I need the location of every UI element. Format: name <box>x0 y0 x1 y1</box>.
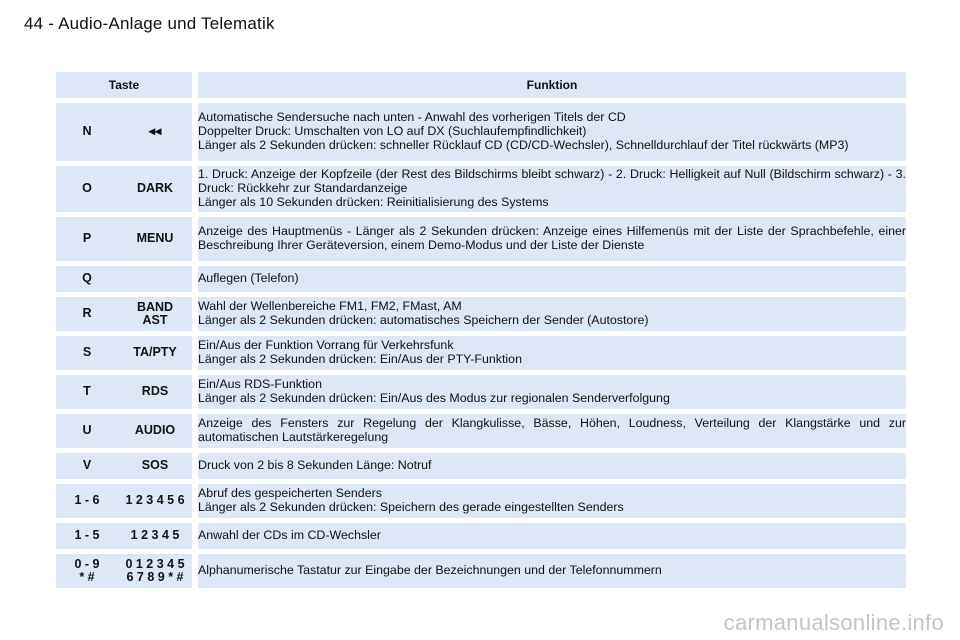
row-function: Automatische Sendersuche nach unten - Anwahl des vorherigen Titels der CD Doppelter Druck: Umschalten von LO auf DX (Suchlaufempfindlichkeit) Länger als 2 Sekunden drücken: schneller Rücklauf CD (CD/CD-Wechsler), Schnelldurchlauf der Titel rückwärts (MP3) <box>198 103 906 161</box>
key-function-table <box>56 67 906 593</box>
table-header-row <box>56 72 906 98</box>
table-row <box>56 166 906 212</box>
row-key: 1 2 3 4 5 <box>118 523 198 549</box>
row-key: SOS <box>118 453 198 479</box>
row-function: Alphanumerische Tastatur zur Eingabe der Bezeichnungen und der Telefonnummern <box>198 554 906 588</box>
table-row <box>56 414 906 448</box>
row-letter: P <box>56 217 118 261</box>
row-letter: 0 - 9 * # <box>56 554 118 588</box>
row-letter: R <box>56 297 118 331</box>
row-letter: S <box>56 336 118 370</box>
page-title: 44 - Audio-Anlage und Telematik <box>24 14 275 33</box>
row-key: AUDIO <box>118 414 198 448</box>
row-function: 1. Druck: Anzeige der Kopfzeile (der Rest des Bildschirms bleibt schwarz) - 2. Druck: Helligkeit auf Null (Bildschirm schwarz) - 3. Druck: Rückkehr zur Standardanzeige Länger als 10 Sekunden drücken: Reinitialisierung des Systems <box>198 166 906 212</box>
row-letter: U <box>56 414 118 448</box>
row-letter: 1 - 5 <box>56 523 118 549</box>
table-row <box>56 554 906 588</box>
watermark: carmanualsonline.info <box>723 610 944 635</box>
table-row <box>56 336 906 370</box>
row-function: Ein/Aus RDS-Funktion Länger als 2 Sekunden drücken: Ein/Aus des Modus zur regionalen Senderverfolgung <box>198 375 906 409</box>
row-letter: V <box>56 453 118 479</box>
table-row <box>56 297 906 331</box>
row-function: Druck von 2 bis 8 Sekunden Länge: Notruf <box>198 453 906 479</box>
row-key: RDS <box>118 375 198 409</box>
row-function: Anwahl der CDs im CD-Wechsler <box>198 523 906 549</box>
row-key: DARK <box>118 166 198 212</box>
row-function: Anzeige des Hauptmenüs - Länger als 2 Sekunden drücken: Anzeige eines Hilfemenüs mit der Liste der Sprachbefehle, einer Beschreibung Ihrer Geräteversion, einem Demo-Modus und der Liste der Dienste <box>198 217 906 261</box>
row-key: 0 1 2 3 4 5 6 7 8 9 * # <box>118 554 198 588</box>
column-header-funktion: Funktion <box>198 72 906 98</box>
table-row <box>56 375 906 409</box>
table-row <box>56 266 906 292</box>
table-row <box>56 453 906 479</box>
row-function: Ein/Aus der Funktion Vorrang für Verkehrsfunk Länger als 2 Sekunden drücken: Ein/Aus der PTY-Funktion <box>198 336 906 370</box>
row-function: Abruf des gespeicherten Senders Länger als 2 Sekunden drücken: Speichern des gerade eingestellten Senders <box>198 484 906 518</box>
row-letter: O <box>56 166 118 212</box>
row-function: Anzeige des Fensters zur Regelung der Klangkulisse, Bässe, Höhen, Loudness, Verteilung der Klangstärke und zur automatischen Lautstärkeregelung <box>198 414 906 448</box>
row-key: BAND AST <box>118 297 198 331</box>
row-letter: 1 - 6 <box>56 484 118 518</box>
row-function: Auflegen (Telefon) <box>198 266 906 292</box>
row-key: MENU <box>118 217 198 261</box>
row-key: TA/PTY <box>118 336 198 370</box>
row-letter: N <box>56 103 118 161</box>
rewind-icon: ◂◂ <box>118 103 198 161</box>
table-row <box>56 103 906 161</box>
row-letter: Q <box>56 266 118 292</box>
table-row <box>56 217 906 261</box>
table-row <box>56 523 906 549</box>
row-key <box>118 266 198 292</box>
row-key: 1 2 3 4 5 6 <box>118 484 198 518</box>
column-header-taste: Taste <box>56 72 198 98</box>
table-row <box>56 484 906 518</box>
row-function: Wahl der Wellenbereiche FM1, FM2, FMast, AM Länger als 2 Sekunden drücken: automatisches Speichern der Sender (Autostore) <box>198 297 906 331</box>
row-letter: T <box>56 375 118 409</box>
